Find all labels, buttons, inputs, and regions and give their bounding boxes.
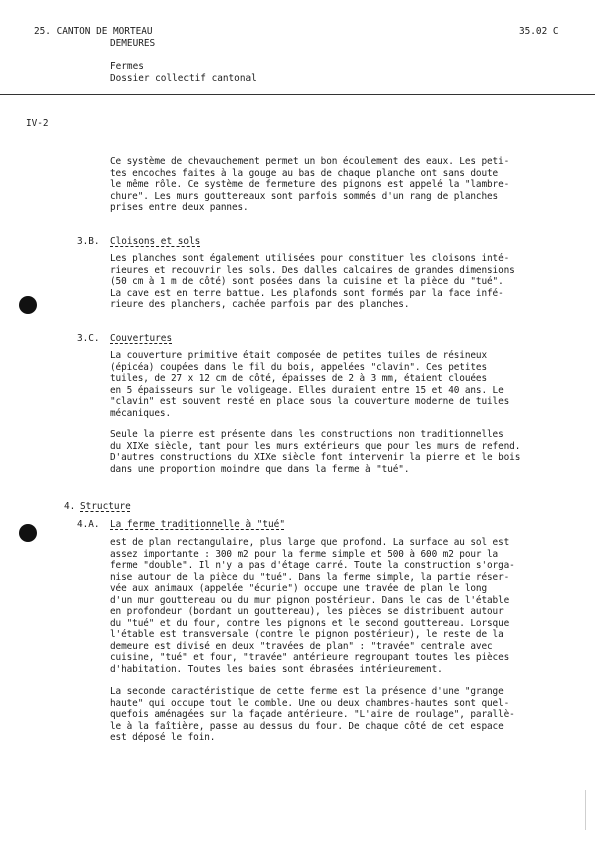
binder-hole-mark (19, 296, 37, 314)
text-line: D'autres constructions du XIXe siècle font intervenir la pierre et le bois (110, 452, 521, 463)
text-line: tuiles, de 27 x 12 cm de côté, épaisses de 2 à 3 mm, étaient clouées (110, 373, 488, 384)
text-line: chure". Les murs gouttereaux sont parfois sommés d'un rang de planches (110, 190, 499, 202)
section-3c-paragraph-2 (110, 429, 520, 475)
text-line: du XIXe siècle, tant pour les murs extérieurs que pour les murs de refend. (110, 440, 521, 452)
section-4-number: 4. (64, 501, 76, 512)
text-line: ferme "double". Il n'y a pas d'étage carré. Toute la construction s'orga- (110, 560, 515, 571)
binder-hole-mark (19, 524, 37, 542)
text-line: nise autour de la pièce du "tué". Dans la ferme simple, la partie réser- (110, 571, 510, 583)
section-3b-paragraph (110, 253, 515, 311)
text-line: tes encoches faites à la gouge au bas de chaque planche ont sans doute (110, 167, 499, 179)
text-line: d'un mur gouttereau ou du mur pignon postérieur. Dans le cas de l'étable (110, 594, 510, 606)
section-3b-number: 3.B. (77, 236, 100, 247)
text-line: est déposé le foin. (110, 732, 216, 743)
text-line: Ce système de chevauchement permet un bon écoulement des eaux. Les peti- (110, 156, 510, 167)
section-3c-number: 3.C. (77, 333, 100, 344)
text-line: rieure des planchers, cachée parfois par des planches. (110, 299, 410, 310)
text-line: prises entre deux pannes. (110, 202, 249, 213)
section-3c-paragraph-1 (110, 350, 509, 419)
header-code: 35.02 C (519, 26, 559, 37)
text-line: dans une proportion moindre que dans la ferme à "tué". (110, 463, 410, 475)
section-3c-title: Couvertures (110, 333, 173, 344)
text-line: (épicéa) coupées dans le fil du bois, appelées "clavin". Ces petites (110, 361, 488, 373)
text-line: Seule la pierre est présente dans les constructions non traditionnelles (110, 429, 504, 440)
intro-paragraph (110, 156, 509, 214)
text-line: l'étable est transversale (contre le pignon postérieur), le reste de la (110, 629, 504, 640)
text-line: cuisine, "tué" et four, "travée" antérieure regroupant toutes les pièces (110, 652, 510, 663)
section-3b-title: Cloisons et sols (110, 236, 201, 247)
text-line: le à la faîtière, passe au dessus du four. De chaque côté de cet espace (110, 720, 504, 732)
text-line: rieures et recouvrir les sols. Des dalles calcaires de grandes dimensions (110, 264, 515, 276)
section-4a-paragraph-1 (110, 537, 515, 675)
header-topic-2: Dossier collectif cantonal (110, 73, 257, 84)
page-edge-line (585, 790, 586, 830)
text-line: demeure est divisé en deux "travées de plan" : "travée" centrale avec (110, 640, 493, 652)
text-line: d'habitation. Toutes les baies sont ébrasées intérieurement. (110, 663, 443, 675)
text-line: (50 cm à 1 m de côté) sont posées dans la cuisine et la pièce du "tué". (110, 276, 504, 287)
section-4a-number: 4.A. (77, 519, 100, 530)
header-rule (0, 94, 595, 95)
header-topic-1: Fermes (110, 61, 144, 72)
text-line: assez importante : 300 m2 pour la ferme simple et 500 à 600 m2 pour la (110, 548, 499, 560)
text-line: du "tué" et du four, contre les pignons et le second gouttereau. Lorsque (110, 617, 510, 629)
section-4-title: Structure (80, 501, 131, 512)
header-ref: 25. CANTON DE MORTEAU (34, 26, 153, 37)
text-line: La seconde caractéristique de cette ferme est la présence d'une "grange (110, 686, 504, 697)
header-sub: DEMEURES (110, 38, 156, 49)
text-line: en profondeur (bordant un gouttereau), les pièces se distribuent autour (110, 606, 504, 617)
text-line: mécaniques. (110, 407, 171, 419)
text-line: Les planches sont également utilisées pour constituer les cloisons inté- (110, 253, 510, 264)
text-line: est de plan rectangulaire, plus large que profond. La surface au sol est (110, 537, 510, 548)
section-4a-paragraph-2 (110, 686, 515, 744)
text-line: "clavin" est souvent resté en place sous la couverture moderne de tuiles (110, 396, 510, 407)
text-line: en 5 épaisseurs sur le voligeage. Elles duraient entre 15 et 40 ans. Le (110, 384, 504, 396)
section-4a-title: La ferme traditionnelle à "tué" (110, 519, 285, 530)
text-line: quefois aménagées sur la façade antérieure. "L'aire de roulage", parallè- (110, 709, 515, 720)
text-line: La cave est en terre battue. Les plafonds sont formés par la face infé- (110, 287, 504, 299)
text-line: le même rôle. Ce système de fermeture des pignons est appelé la "lambre- (110, 179, 510, 190)
margin-label: IV-2 (26, 118, 49, 129)
text-line: haute" qui occupe tout le comble. Une ou deux chambres-hautes sont quel- (110, 697, 510, 709)
text-line: vée aux animaux (appelée "écurie") occupe une travée de plan le long (110, 583, 488, 594)
text-line: La couverture primitive était composée de petites tuiles de résineux (110, 350, 488, 361)
